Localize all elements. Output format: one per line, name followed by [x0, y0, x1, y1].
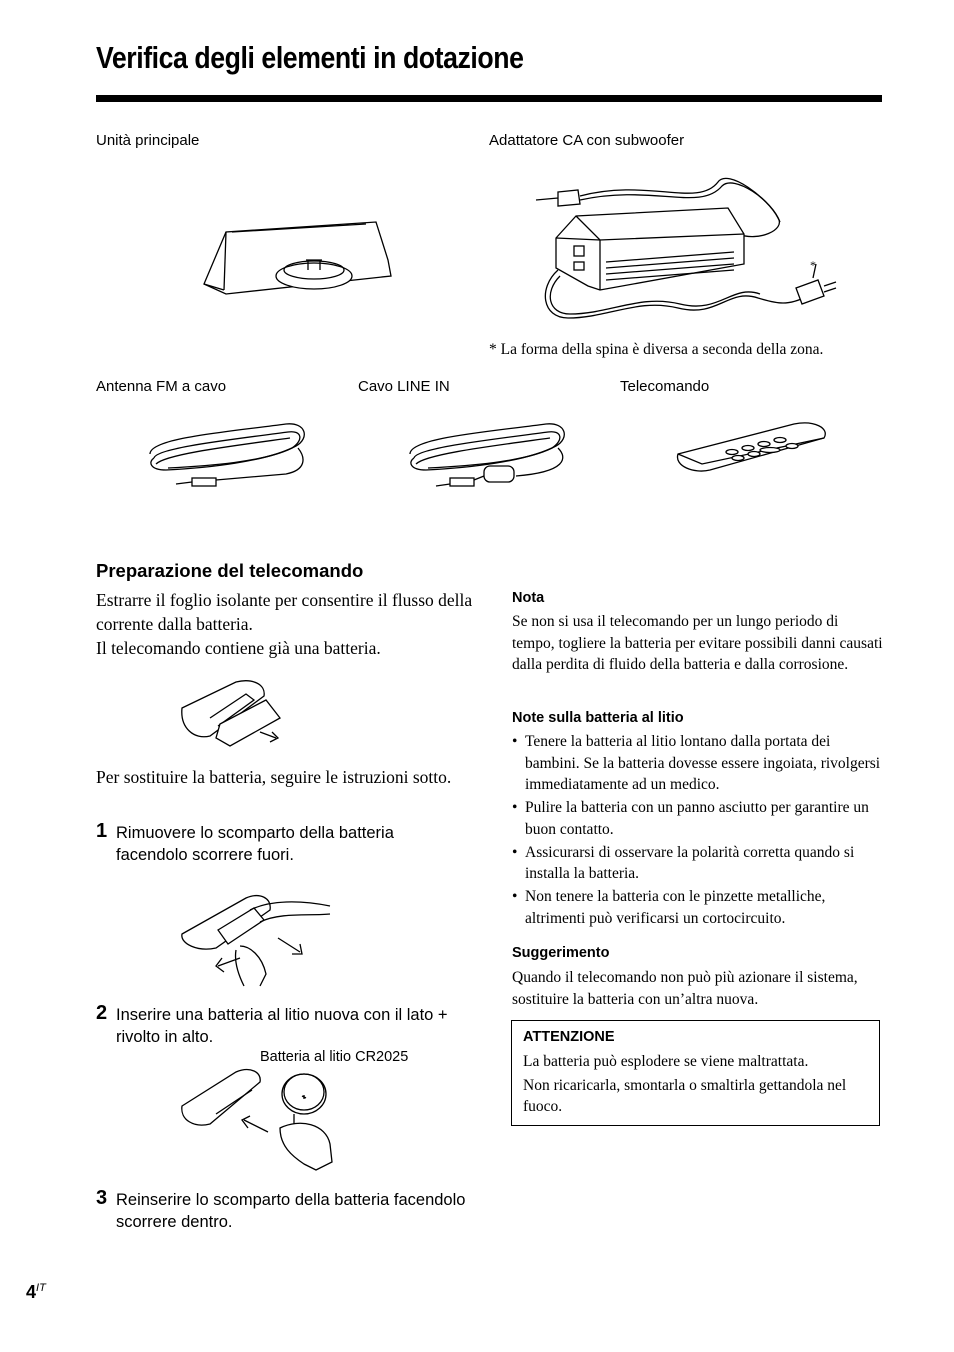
nota-text: Se non si usa il telecomando per un lungo periodo di tempo, togliere la batteria per evitare possibili danni causati dalla perdita di fluido della batteria e dalla corrosione.: [512, 613, 883, 673]
step-2-text: Inserire una batteria al litio nuova con il lato + rivolto in alto.: [116, 1006, 448, 1046]
title-rule: [96, 95, 882, 102]
battery-label: Batteria al litio CR2025: [260, 1049, 409, 1065]
caution-line-2: Non ricaricarla, smontarla o smaltirla gettandola nel fuoco.: [523, 1076, 847, 1115]
caution-box: [511, 1020, 880, 1126]
caution-heading: ATTENZIONE: [523, 1029, 615, 1045]
plug-note: * La forma della spina è diversa a seconda della zona.: [489, 341, 824, 358]
remote-label: Telecomando: [620, 378, 710, 395]
step-1-text: Rimuovere lo scomparto della batteria facendolo scorrere fuori.: [116, 824, 394, 864]
insulation-sheet-illustration: [180, 678, 284, 750]
page-number-value: 4: [26, 1282, 37, 1302]
plug-marker: *: [810, 258, 816, 272]
ac-adapter-label: Adattatore CA con subwoofer: [489, 132, 685, 149]
step-1-number: 1: [96, 820, 108, 842]
fm-antenna-illustration: [146, 418, 310, 494]
caution-text: [523, 1051, 871, 1118]
page-title: Verifica degli elementi in dotazione: [96, 40, 524, 75]
lithium-note-1: • Tenere la batteria al litio lontano dalla portata dei bambini. Se la batteria dovesse essere ingoiata, rivolgersi immediatamente ad un medico.: [512, 731, 884, 796]
lithium-notes-heading: Note sulla batteria al litio: [512, 710, 684, 726]
step-3-number: 3: [96, 1187, 108, 1209]
caution-line-1: La batteria può esplodere se viene maltrattata.: [523, 1053, 809, 1070]
remote-prep-intro: [96, 588, 476, 660]
lithium-notes-list: [512, 731, 884, 931]
ac-adapter-illustration: [528, 168, 848, 338]
page-number: [26, 1282, 46, 1303]
nota-heading: Nota: [512, 590, 545, 606]
step-3-text: Reinserire lo scomparto della batteria facendolo scorrere dentro.: [116, 1191, 466, 1231]
intro-line-2: Il telecomando contiene già una batteria.: [96, 638, 381, 658]
lithium-note-4: • Non tenere la batteria con le pinzette metalliche, altrimenti può verificarsi un cortocircuito.: [512, 886, 884, 929]
tip-heading: Suggerimento: [512, 945, 610, 961]
tip-text: Quando il telecomando non può più azionare il sistema, sostituire la batteria con un’altra nuova.: [512, 969, 858, 1008]
main-unit-illustration: [196, 212, 396, 298]
page-number-suffix: IT: [36, 1282, 46, 1294]
replace-intro: Per sostituire la batteria, seguire le istruzioni sotto.: [96, 767, 452, 787]
lithium-note-3: • Assicurarsi di osservare la polarità corretta quando si installa la batteria.: [512, 842, 884, 885]
line-in-cable-illustration: [406, 418, 572, 494]
fm-antenna-label: Antenna FM a cavo: [96, 378, 227, 395]
intro-line-1: Estrarre il foglio isolante per consentire il flusso della corrente dalla batteria.: [96, 590, 473, 634]
battery-insert-illustration: [180, 1066, 356, 1176]
main-unit-label: Unità principale: [96, 132, 200, 149]
remote-illustration: [674, 416, 830, 472]
battery-removal-illustration: [180, 886, 332, 992]
line-in-cable-label: Cavo LINE IN: [358, 378, 450, 395]
step-2-number: 2: [96, 1002, 108, 1024]
remote-prep-heading: Preparazione del telecomando: [96, 560, 364, 581]
lithium-note-2: • Pulire la batteria con un panno asciutto per garantire un buon contatto.: [512, 797, 884, 840]
